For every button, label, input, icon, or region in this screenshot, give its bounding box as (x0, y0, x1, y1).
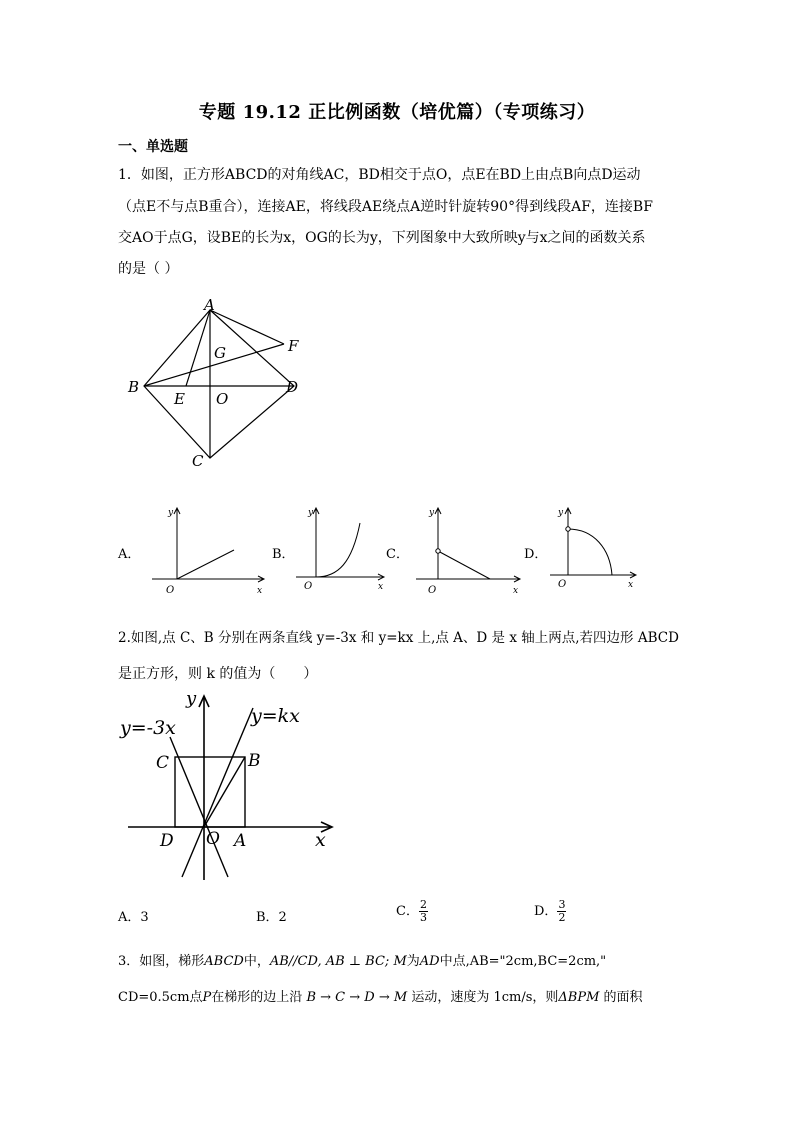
svg-text:x: x (628, 580, 634, 590)
q2-option-c[interactable]: C． $\frac{2}{3}$ (396, 898, 427, 924)
q1-option-a-label[interactable]: A． (118, 547, 141, 562)
segment-ob (204, 757, 245, 827)
svg-text:x: x (378, 582, 384, 592)
q1-option-b-label[interactable]: B． (272, 547, 295, 562)
q2-coordinate-figure (118, 690, 348, 886)
q1-option-b-graph[interactable] (292, 505, 388, 597)
svg-text:x: x (513, 586, 519, 596)
label-D: D (286, 378, 299, 396)
graph-curve (316, 523, 360, 577)
q1-geometry-figure (118, 298, 318, 478)
svg-text:y: y (308, 508, 314, 518)
label-F: F (288, 337, 299, 355)
q2-option-b[interactable]: B．2 (256, 910, 287, 925)
svg-text:O: O (166, 585, 175, 596)
q1-line3: 交AO于点G，设BE的长为x，OG的长为y，下列图象中大致所映y与x之间的函数关系 (118, 230, 646, 246)
graph-arc (568, 529, 612, 575)
label-G: G (214, 344, 226, 362)
label-x-axis: x (315, 829, 326, 851)
svg-text:O: O (558, 579, 567, 590)
segment-ae (186, 310, 210, 386)
q1-line4: 的是（ ） (118, 261, 179, 277)
label-y-axis: y (186, 688, 197, 709)
label-y-kx: y=kx (251, 705, 300, 727)
svg-text:x: x (257, 586, 263, 596)
q3-line1: 3．如图，梯形ABCD中，AB//CD, AB ⊥ BC; M为AD中点,AB="2cm,BC=2cm," (118, 954, 607, 969)
q1-option-d-label[interactable]: D． (524, 547, 548, 562)
section-heading: 一、单选题 (118, 139, 188, 155)
svg-text:O: O (428, 585, 437, 596)
label-O: O (206, 829, 220, 849)
label-O: O (216, 390, 229, 408)
label-C: C (156, 753, 170, 773)
svg-text:O: O (304, 581, 313, 592)
q2-line1: 2.如图,点 C、B 分别在两条直线 y=-3x 和 y=kx 上,点 A、D 是 x 轴上两点,若四边形 ABCD (118, 630, 679, 646)
q1-option-a-graph[interactable] (148, 505, 268, 597)
label-E: E (174, 390, 185, 408)
graph-line (438, 551, 490, 579)
q1-line2: （点E不与点B重合），连接AE，将线段AE绕点A逆时针旋转90°得到线段AF，连接BF (118, 199, 653, 215)
graph-line (177, 550, 234, 579)
fraction-three-halves: $\frac{3}{2}$ (558, 898, 566, 924)
label-A: A (234, 831, 247, 851)
svg-text:y: y (558, 508, 564, 518)
line-y-neg3x (170, 737, 228, 877)
label-D: D (160, 831, 174, 851)
segment-af (210, 310, 284, 344)
svg-text:y: y (429, 508, 435, 518)
label-B: B (248, 751, 261, 771)
q1-option-c-label[interactable]: C． (386, 547, 409, 562)
q2-option-d[interactable]: D． $\frac{3}{2}$ (534, 898, 566, 924)
fraction-two-thirds: $\frac{2}{3}$ (419, 898, 427, 924)
q2-line2: 是正方形，则 k 的值为（ ） (118, 666, 318, 682)
q2-option-a[interactable]: A．3 (118, 910, 149, 925)
q1-option-d-graph[interactable] (546, 505, 640, 597)
label-A: A (204, 296, 215, 314)
page-title: 专题 19.12 正比例函数（培优篇）（专项练习） (198, 102, 596, 123)
q1-line1: 1．如图，正方形ABCD的对角线AC，BD相交于点O，点E在BD上由点B向点D运动 (118, 167, 641, 183)
square-abcd (144, 310, 294, 458)
label-C: C (192, 452, 204, 470)
q3-line2: CD=0.5cm点P在梯形的边上沿 B → C → D → M 运动，速度为 1cm/s，则ΔBPM 的面积 (118, 990, 643, 1005)
svg-text:y: y (168, 508, 174, 518)
q1-option-c-graph[interactable] (412, 505, 524, 597)
label-B: B (128, 378, 140, 396)
label-y-neg3x: y=-3x (120, 717, 176, 739)
